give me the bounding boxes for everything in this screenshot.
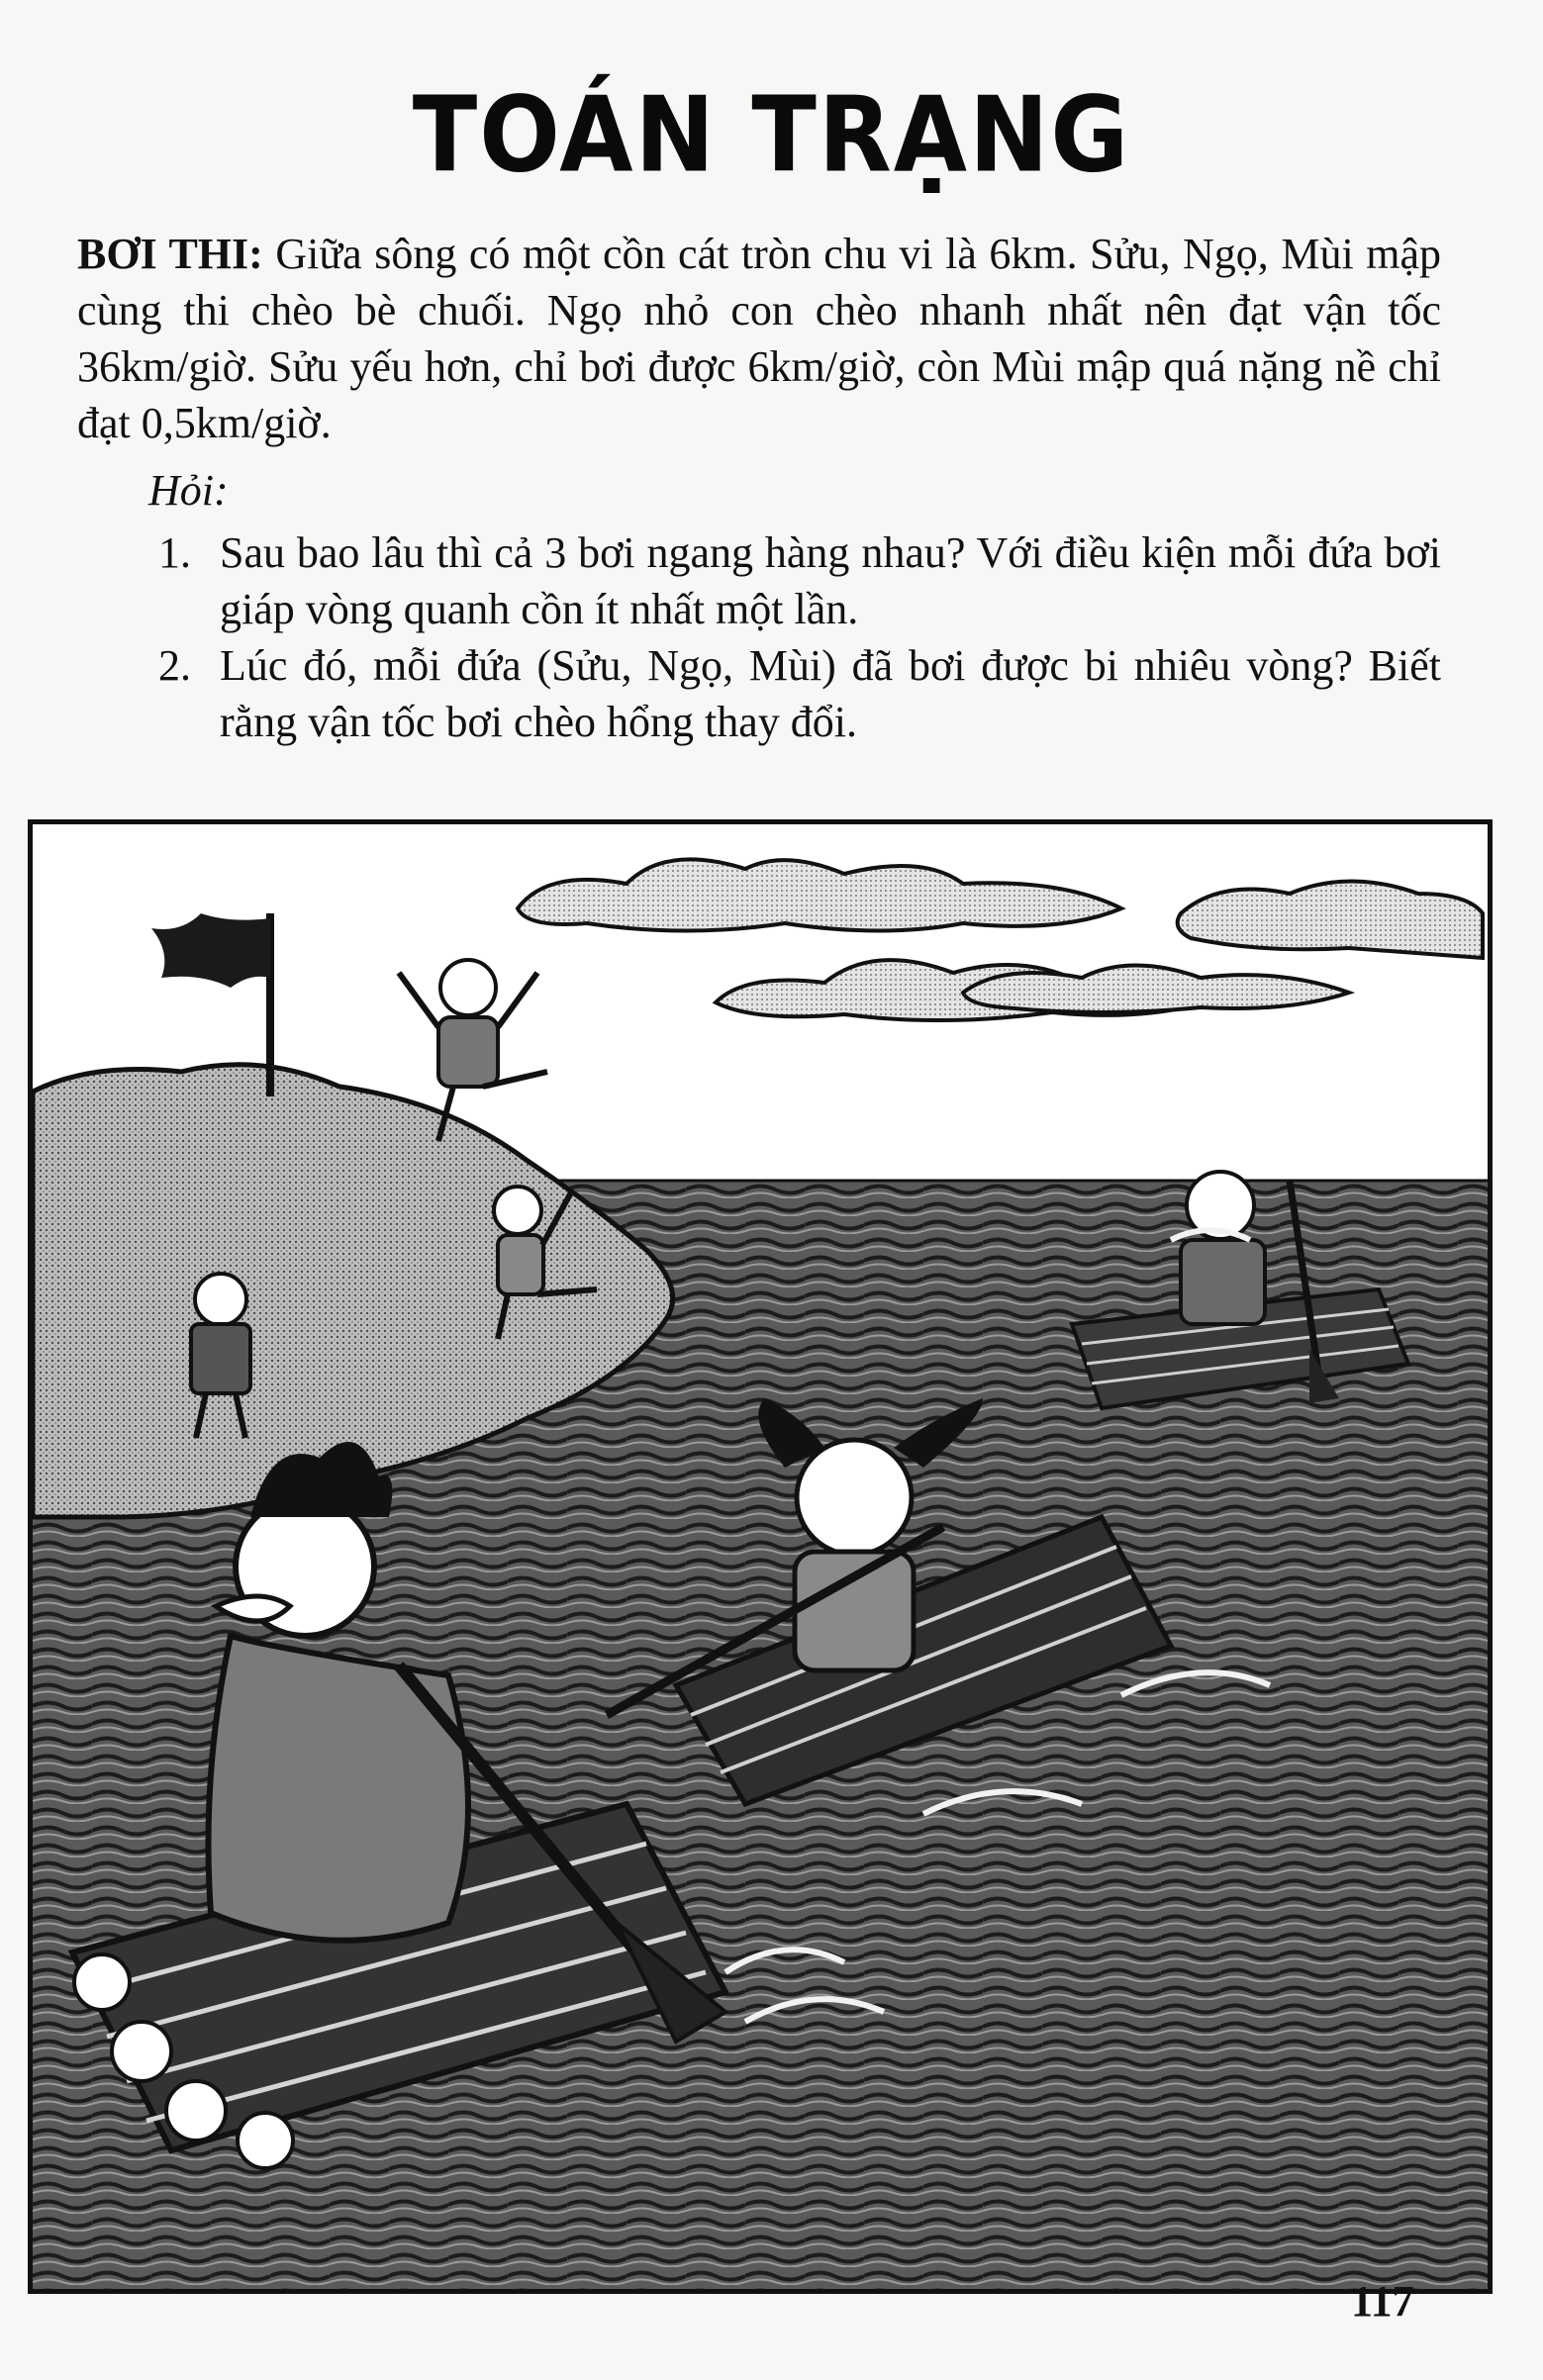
question-text: Lúc đó, mỗi đứa (Sửu, Ngọ, Mùi) đã bơi được bi nhiêu vòng? Biết rằng vận tốc bơi chèo hổng thay đổi. bbox=[220, 641, 1441, 746]
question-list bbox=[158, 524, 1441, 750]
question-number: 1. bbox=[158, 528, 191, 577]
page-number: 117 bbox=[1351, 2277, 1414, 2326]
problem-label: BƠI THI: bbox=[77, 230, 263, 278]
problem-statement bbox=[77, 226, 1441, 451]
question-heading: Hỏi: bbox=[148, 466, 229, 515]
question-item bbox=[158, 524, 1441, 637]
comic-illustration bbox=[28, 819, 1493, 2294]
question-item bbox=[158, 637, 1441, 750]
question-text: Sau bao lâu thì cả 3 bơi ngang hàng nhau? Với điều kiện mỗi đứa bơi giáp vòng quanh cồn ít nhất một lần. bbox=[220, 528, 1441, 633]
question-number: 2. bbox=[158, 641, 191, 690]
problem-text: Giữa sông có một cồn cát tròn chu vi là 6km. Sửu, Ngọ, Mùi mập cùng thi chèo bè chuối. Ngọ nhỏ con chèo nhanh nhất nên đạt vận tốc 36km/giờ. Sửu yếu hơn, chỉ bơi được 6km/giờ, còn Mùi mập quá nặng nề chỉ đạt 0,5km/giờ. bbox=[77, 230, 1441, 447]
page-title: TOÁN TRẠNG bbox=[412, 73, 1131, 196]
river-scene-drawing bbox=[33, 824, 1488, 2289]
